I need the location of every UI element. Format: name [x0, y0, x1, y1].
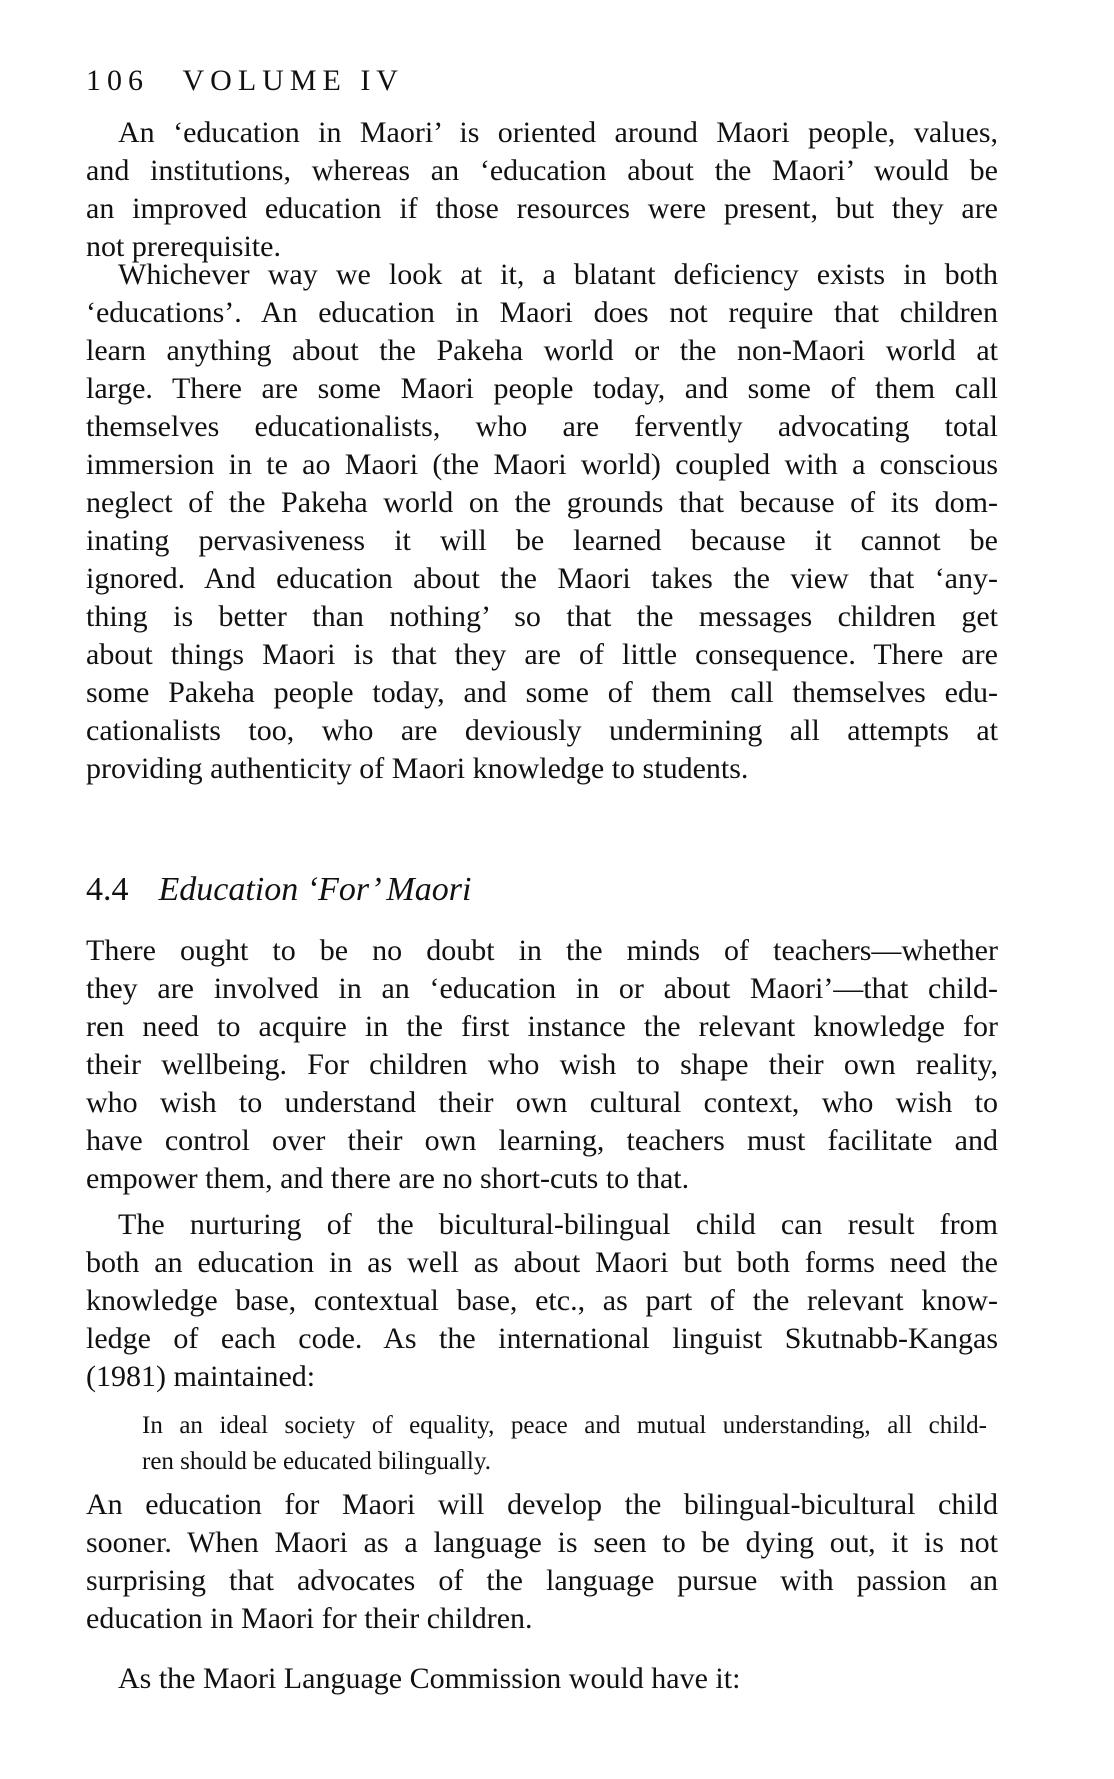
text-line: about things Maori is that they are of little consequence. There are — [86, 638, 998, 671]
section-title: Education ‘For’ Maori — [158, 871, 472, 908]
text-line: sooner. When Maori as a language is seen to be dying out, it is not — [86, 1526, 998, 1559]
section-number: 4.4 — [86, 871, 129, 908]
text-line: surprising that advocates of the language pursue with passion an — [86, 1564, 998, 1597]
section-heading — [86, 870, 471, 910]
text-line: The nurturing of the bicultural-bilingual child can result from — [118, 1208, 998, 1241]
text-line: have control over their own learning, teachers must facilitate and — [86, 1124, 998, 1157]
paragraph-6 — [86, 1660, 998, 1698]
text-line: themselves educationalists, who are fervently advocating total — [86, 410, 998, 443]
text-line: neglect of the Pakeha world on the grounds that because of its dom- — [86, 486, 998, 519]
running-header — [86, 64, 404, 98]
text-line: and institutions, whereas an ‘education about the Maori’ would be — [86, 154, 998, 187]
paragraph-3 — [86, 932, 998, 1198]
text-line: inating pervasiveness it will be learned because it cannot be — [86, 524, 998, 557]
text-line: ‘educations’. An education in Maori does not require that children — [86, 296, 998, 329]
text-line: providing authenticity of Maori knowledge to students. — [86, 752, 749, 785]
text-line: An education for Maori will develop the bilingual-bicultural child — [86, 1488, 998, 1521]
text-line: not prerequisite. — [86, 230, 281, 263]
paragraph-1 — [86, 114, 998, 266]
text-line: some Pakeha people today, and some of them call themselves edu- — [86, 676, 998, 709]
text-line: education in Maori for their children. — [86, 1602, 533, 1635]
text-line: empower them, and there are no short-cuts to that. — [86, 1162, 690, 1195]
paragraph-5 — [86, 1486, 998, 1638]
text-line: an improved education if those resources were present, but they are — [86, 192, 998, 225]
block-quote — [142, 1408, 987, 1480]
text-line: knowledge base, contextual base, etc., as part of the relevant know- — [86, 1284, 998, 1317]
text-line: An ‘education in Maori’ is oriented around Maori people, values, — [118, 116, 998, 149]
text-line: their wellbeing. For children who wish to shape their own reality, — [86, 1048, 998, 1081]
text-line: large. There are some Maori people today, and some of them call — [86, 372, 998, 405]
text-line: both an education in as well as about Maori but both forms need the — [86, 1246, 998, 1279]
text-line: learn anything about the Pakeha world or the non-Maori world at — [86, 334, 998, 367]
text-line: There ought to be no doubt in the minds of teachers—whether — [86, 934, 998, 967]
quote-line: In an ideal society of equality, peace and mutual understanding, all child- — [142, 1412, 987, 1439]
text-line: ignored. And education about the Maori takes the view that ‘any- — [86, 562, 998, 595]
text-line: cationalists too, who are deviously undermining all attempts at — [86, 714, 998, 747]
paragraph-4 — [86, 1206, 998, 1396]
text-line: thing is better than nothing’ so that the messages children get — [86, 600, 998, 633]
text-line: As the Maori Language Commission would have it: — [118, 1662, 741, 1695]
text-line: (1981) maintained: — [86, 1360, 316, 1393]
text-line: who wish to understand their own cultural context, who wish to — [86, 1086, 998, 1119]
volume-label: VOLUME IV — [182, 64, 404, 97]
text-line: they are involved in an ‘education in or about Maori’—that child- — [86, 972, 998, 1005]
page-number: 106 — [86, 64, 149, 97]
text-line: ledge of each code. As the international linguist Skutnabb-Kangas — [86, 1322, 998, 1355]
quote-line: ren should be educated bilingually. — [142, 1448, 491, 1475]
paragraph-2 — [86, 256, 998, 788]
text-line: Whichever way we look at it, a blatant deficiency exists in both — [118, 258, 998, 291]
text-line: ren need to acquire in the first instance the relevant knowledge for — [86, 1010, 998, 1043]
text-line: immersion in te ao Maori (the Maori world) coupled with a conscious — [86, 448, 998, 481]
